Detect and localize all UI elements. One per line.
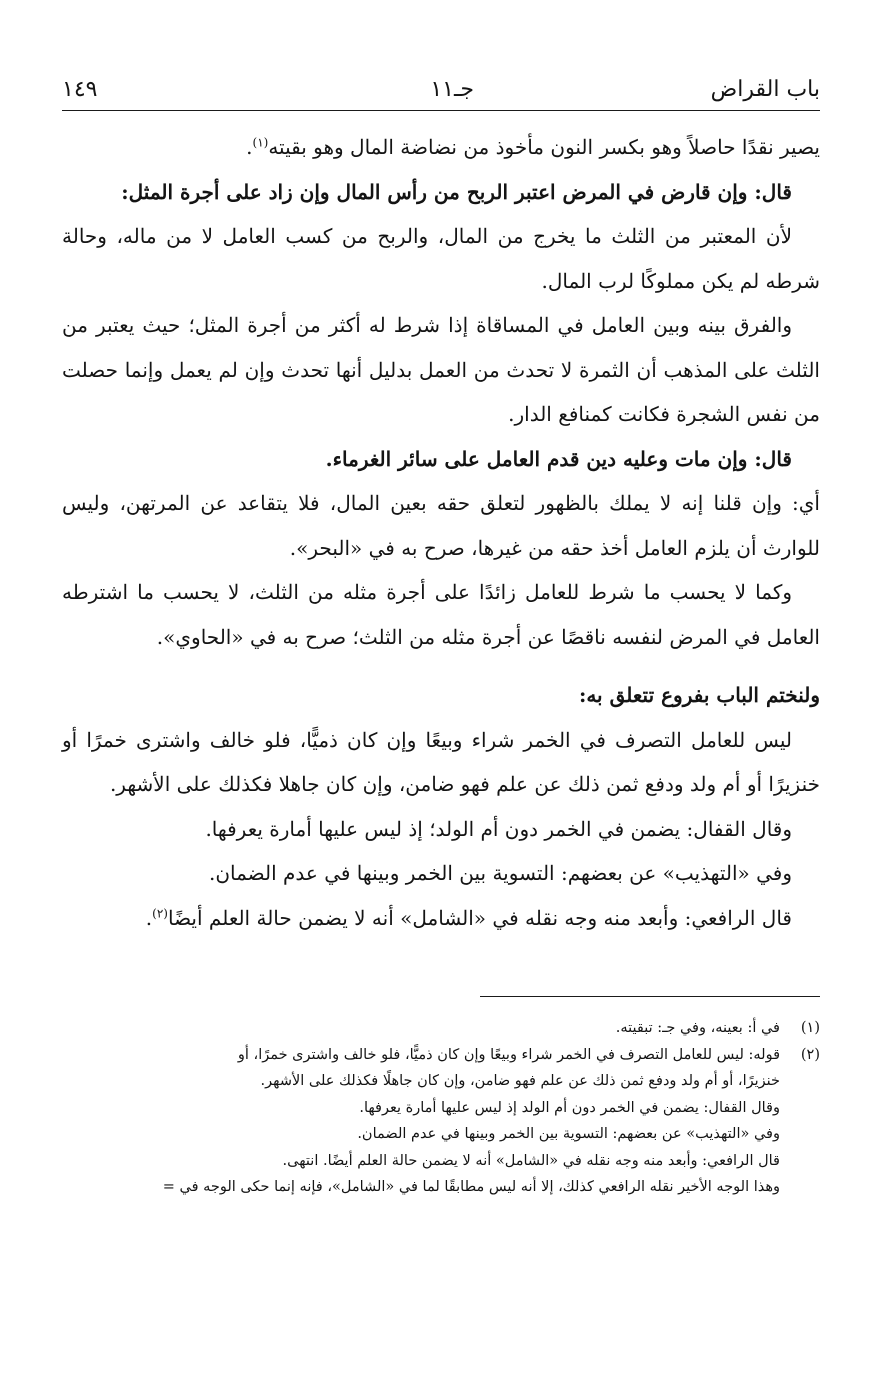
section-heading: ولنختم الباب بفروع تتعلق به: <box>578 683 820 707</box>
footnote-line: وقال القفال: يضمن في الخمر دون أم الولد إذ ليس عليها أمارة يعرفها. <box>359 1099 780 1116</box>
footnote-ref: (١) <box>252 135 269 150</box>
footnote-text <box>62 1042 780 1201</box>
footnote <box>62 1015 820 1042</box>
paragraph: لأن المعتبر من الثلث ما يخرج من المال، والربح من كسب العامل لا من ماله، وحالة شرطه لم يكن مملوكًا لرب المال. <box>62 224 820 293</box>
footnote-number: (١) <box>800 1020 820 1036</box>
paragraph-text: يصير نقدًا حاصلاً وهو بكسر النون مأخوذ من نضاضة المال وهو بقيته <box>268 135 820 159</box>
footnote-separator-wrap <box>62 996 820 997</box>
paragraph-text: قال الرافعي: وأبعد منه وجه نقله في «الشامل» أنه لا يضمن حالة العلم أيضًا <box>167 905 792 930</box>
paragraph <box>62 125 820 170</box>
footnote-line: وفي «التهذيب» عن بعضهم: التسوية بين الخمر وبينها في عدم الضمان. <box>357 1126 780 1142</box>
footnote <box>62 1042 820 1201</box>
volume-number: جـ١١ <box>430 77 474 102</box>
paragraph-end: . <box>246 135 253 159</box>
page-number: ١٤٩ <box>62 77 98 102</box>
page-header <box>62 70 820 111</box>
matn-paragraph: قال: وإن مات وعليه دين قدم العامل على سائر الغرماء. <box>325 446 792 471</box>
footnotes <box>62 1015 820 1201</box>
book-page <box>62 70 820 1201</box>
footnote-line: خنزيرًا، أو أم ولد ودفع ثمن ذلك عن علم فهو ضامن، وإن كان جاهلًا فكذلك على الأشهر. <box>260 1073 780 1089</box>
footnote-number: (٢) <box>800 1046 820 1063</box>
footnote-line: قوله: ليس للعامل التصرف في الخمر شراء وبيعًا وإن كان ذميًّا، فلو خالف واشترى خمرًا، أو <box>237 1046 780 1063</box>
footnote-line: قال الرافعي: وأبعد منه وجه نقله في «الشامل» أنه لا يضمن حالة العلم أيضًا. انتهى. <box>282 1152 780 1169</box>
paragraph: وكما لا يحسب ما شرط للعامل زائدًا على أجرة مثله من الثلث، لا يحسب ما اشترطه العامل في المرض لنفسه ناقصًا عن أجرة مثله من الثلث؛ صرح به في «الحاوي». <box>62 580 820 649</box>
chapter-title: باب القراض <box>710 77 820 102</box>
paragraph: أي: وإن قلنا إنه لا يملك بالظهور لتعلق حقه بعين المال، فلا يتقاعد عن المرتهن، وليس للوارث أن يلزم العامل أخذ حقه من غيرها، صرح به في «البحر». <box>62 491 820 560</box>
paragraph: وقال القفال: يضمن في الخمر دون أم الولد؛ إذ ليس عليها أمارة يعرفها. <box>205 816 792 841</box>
footnote-separator <box>480 996 820 997</box>
paragraph: وفي «التهذيب» عن بعضهم: التسوية بين الخمر وبينها في عدم الضمان. <box>208 861 792 885</box>
paragraph: والفرق بينه وبين العامل في المساقاة إذا شرط له أكثر من أجرة المثل؛ حيث يعتبر من الثلث على المذهب أن الثمرة لا تحدث من العمل بدليل أنها تحدث وإن لم يعمل وإنما حصلت من نفس الشجرة فكانت كمنافع الدار. <box>62 313 820 426</box>
paragraph <box>62 896 820 941</box>
footnote-text <box>62 1015 780 1042</box>
paragraph: ليس للعامل التصرف في الخمر شراء وبيعًا وإن كان ذميًّا، فلو خالف واشترى خمرًا أو خنزيرًا أو أم ولد ودفع ثمن ذلك عن علم فهو ضامن، وإن كان جاهلا فكذلك على الأشهر. <box>62 727 820 796</box>
footnote-ref: (٢) <box>152 905 168 920</box>
footnote-line: وهذا الوجه الأخير نقله الرافعي كذلك، إلا أنه ليس مطابقًا لما في «الشامل»، فإنه إنما حكى الوجه في = <box>162 1179 780 1195</box>
paragraph-end: . <box>145 905 153 930</box>
footnote-line: في أ: بعينه، وفي جـ: تبقيته. <box>615 1020 780 1036</box>
matn-paragraph: قال: وإن قارض في المرض اعتبر الربح من رأس المال وإن زاد على أجرة المثل: <box>121 179 792 204</box>
main-text <box>62 125 820 940</box>
